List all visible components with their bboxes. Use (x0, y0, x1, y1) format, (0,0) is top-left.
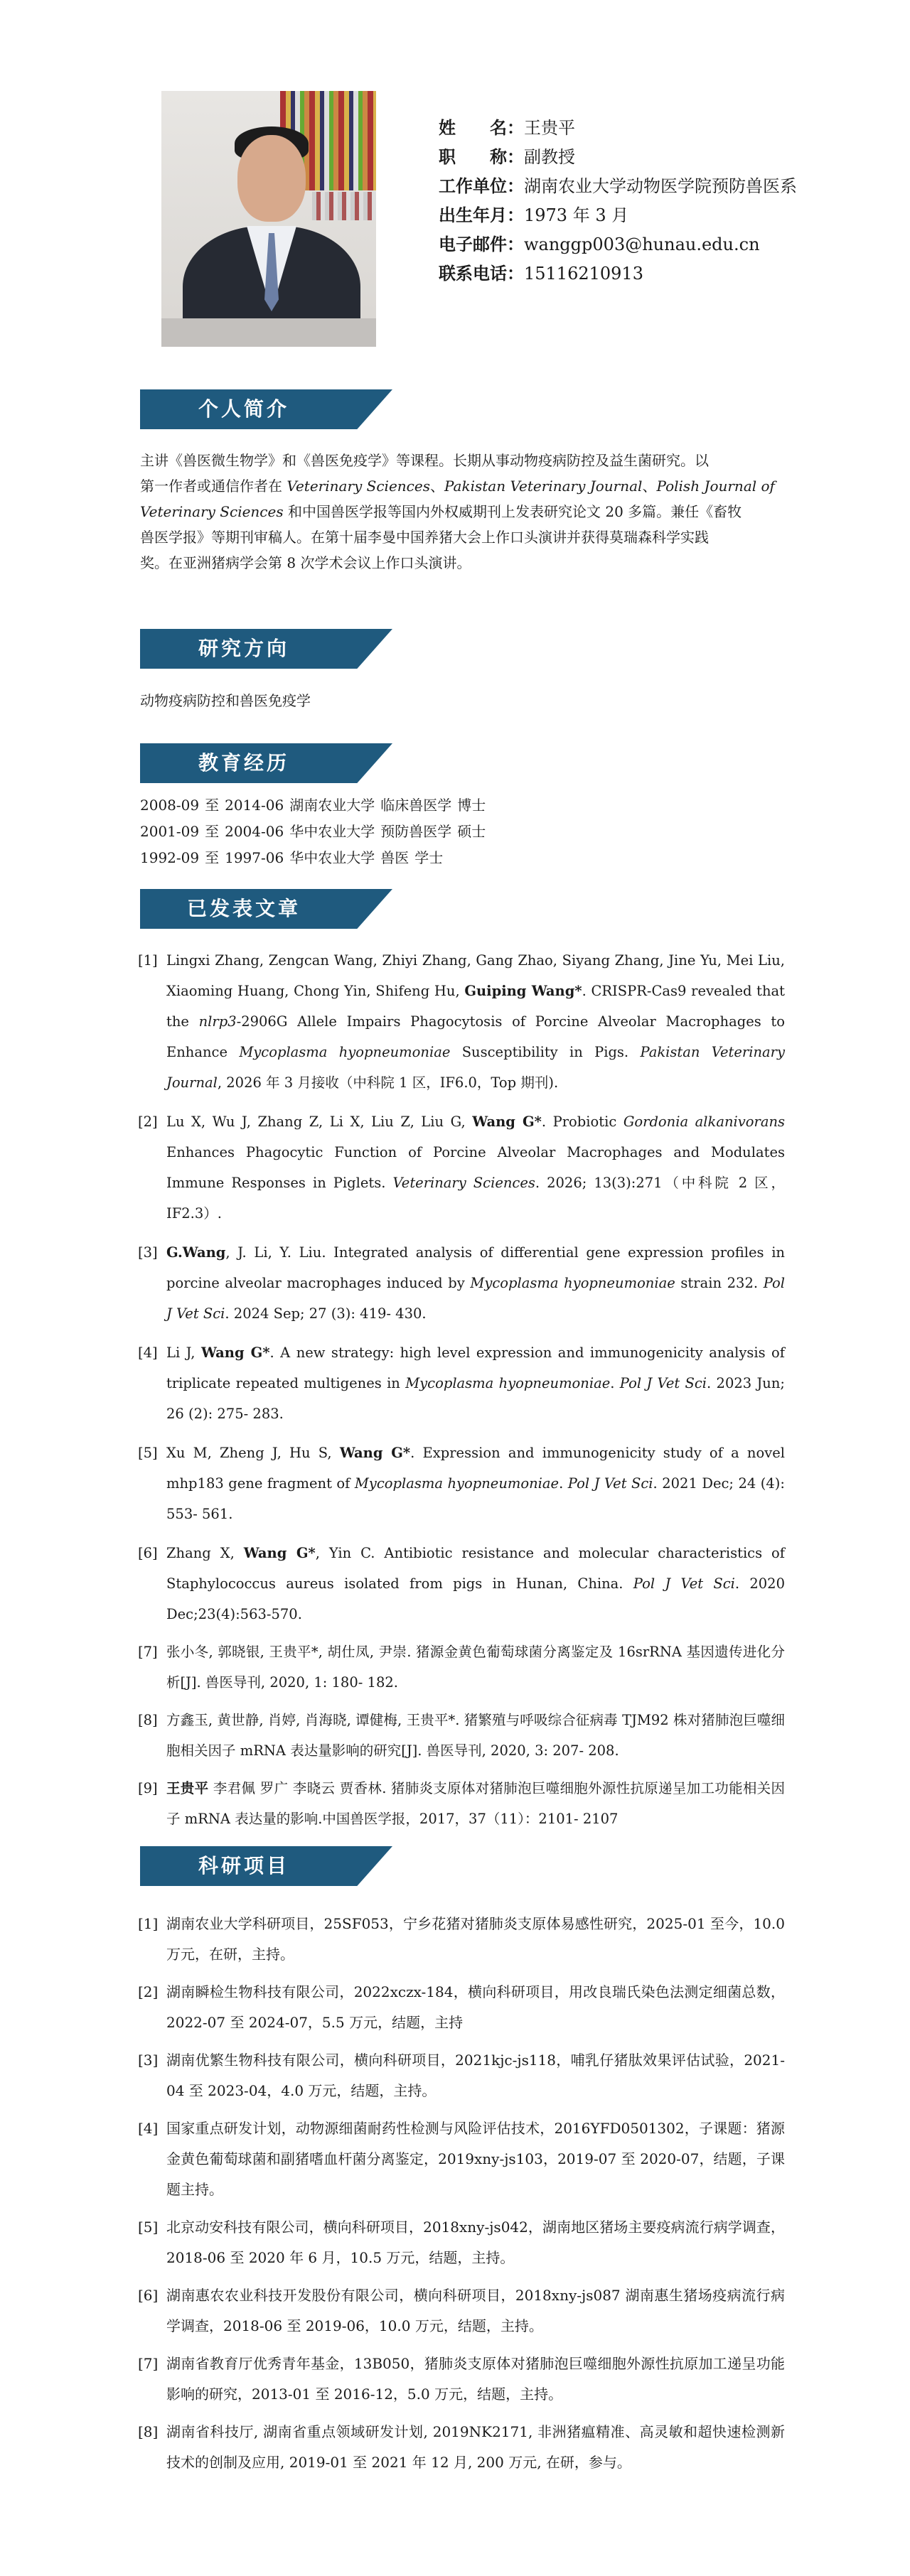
section-banner-projects: 科研项目 (140, 1846, 392, 1886)
email-value[interactable]: wanggp003@hunau.edu.cn (524, 235, 760, 254)
birth-value: 1973 年 3 月 (524, 205, 629, 225)
paper-item: [5] Xu M, Zheng J, Hu S, Wang G*. Expression and immunogenicity study of a novel mhp183 gene fragment of Mycoplasma hyopneumoniae. Pol J Vet Sci. 2021 Dec; 24 (4): 553- 561. (138, 1445, 785, 1522)
paper-item: [1] Lingxi Zhang, Zengcan Wang, Zhiyi Zhang, Gang Zhao, Siyang Zhang, Jine Yu, Mei Liu, Xiaoming Huang, Chong Yin, Shifeng Hu, Guiping Wang*. CRISPR-Cas9 revealed that the nlrp3-2906G Allele Impairs Phagocytosis of Porcine Alveolar Macrophages to Enhance Mycoplasma hyopneumoniae Susceptibility in Pigs. Pakistan Veterinary Journal, 2026 年 3 月接收（中科院 1 区，IF6.0，Top 期刊). (138, 952, 786, 1091)
paper-item: [8] 方鑫玉, 黄世静, 肖婷, 肖海晓, 谭健梅, 王贵平*. 猪繁殖与呼吸综合征病毒 TJM92 株对猪肺泡巨噬细胞相关因子 mRNA 表达量影响的研究[J]. 兽医导刊, 2020, 3: 207- 208. (138, 1712, 785, 1759)
education-item: 2008-09 至 2014-06 湖南农业大学 临床兽医学 博士 (140, 797, 486, 814)
education-item: 2001-09 至 2004-06 华中农业大学 预防兽医学 硕士 (140, 823, 486, 840)
project-list (138, 1909, 785, 2478)
profile-info (439, 114, 797, 289)
phone-value: 15116210913 (524, 264, 643, 284)
section-banner-education: 教育经历 (140, 743, 392, 783)
paper-item: [3] G.Wang, J. Li, Y. Liu. Integrated analysis of differential gene expression profiles in porcine alveolar macrophages induced by Mycoplasma hyopneumoniae strain 232. Pol J Vet Sci. 2024 Sep; 27 (3): 419- 430. (138, 1244, 785, 1322)
paper-item: [6] Zhang X, Wang G*, Yin C. Antibiotic resistance and molecular characteristics of Staphylococcus aureus isolated from pigs in Hunan, China. Pol J Vet Sci. 2020 Dec;23(4):563-570. (138, 1545, 785, 1622)
intro-paragraph: 主讲《兽医微生物学》和《兽医免疫学》等课程。长期从事动物疫病防控及益生菌研究。以 第一作者或通信作者在 Veterinary Sciences、Pakistan Veterinary Journal、Polish Journal of Veterinary Sciences 和中国兽医学报等国内外权威期刊上发表研究论文 20 多篇。兼任《畜牧 兽医学报》等期刊审稿人。在第十届李曼中国养猪大会上作口头演讲并获得莫瑞森科学实践 奖。在亚洲猪病学会第 8 次学术会议上作口头演讲。 (140, 452, 775, 571)
project-item: [5] 北京动安科技有限公司，横向科研项目，2018xny-js042，湖南地区猪场主要疫病流行病学调查，2018-06 至 2020 年 6 月，10.5 万元，结题，主持。 (138, 2219, 785, 2266)
research-text: 动物疫病防控和兽医免疫学 (140, 692, 311, 709)
section-banner-intro: 个人简介 (140, 389, 392, 429)
paper-item: [2] Lu X, Wu J, Zhang Z, Li X, Liu Z, Liu G, Wang G*. Probiotic Gordonia alkanivorans Enhances Phagocytic Function of Porcine Alveolar Macrophages and Modulates Immune Responses in Piglets. Veterinary Sciences. 2026; 13(3):271（中科院 2 区，IF2.3）. (138, 1114, 786, 1222)
title-value: 副教授 (524, 147, 575, 167)
unit-row: 工作单位：湖南农业大学动物医学院预防兽医系 (439, 172, 797, 201)
section-banner-papers: 已发表文章 (140, 889, 392, 929)
project-item: [1] 湖南农业大学科研项目，25SF053，宁乡花猪对猪肺炎支原体易感性研究，2025-01 至今，10.0 万元，在研，主持。 (138, 1915, 785, 1963)
title-row: 职 称：副教授 (439, 143, 797, 172)
project-item: [8] 湖南省科技厅, 湖南省重点领域研发计划, 2019NK2171, 非洲猪瘟精准、高灵敏和超快速检测新技术的创制及应用, 2019-01 至 2021 年 12 月, 200 万元, 在研，参与。 (138, 2423, 785, 2471)
paper-item: [4] Li J, Wang G*. A new strategy: high level expression and immunogenicity analysis of triplicate repeated multigenes in Mycoplasma hyopneumoniae. Pol J Vet Sci. 2023 Jun; 26 (2): 275- 283. (138, 1344, 785, 1422)
paper-list (138, 945, 785, 1834)
project-item: [7] 湖南省教育厅优秀青年基金，13B050，猪肺炎支原体对猪肺泡巨噬细胞外源性抗原加工递呈功能影响的研究，2013-01 至 2016-12，5.0 万元，结题，主持。 (138, 2355, 785, 2403)
paper-item: [9] 王贵平 李君佩 罗广 李晓云 贾香林. 猪肺炎支原体对猪肺泡巨噬细胞外源性抗原递呈加工功能相关因子 mRNA 表达量的影响.中国兽医学报，2017，37（11）：2101- 2107 (138, 1780, 785, 1827)
portrait-photo (161, 91, 376, 347)
phone-row: 联系电话：15116210913 (439, 259, 797, 289)
paper-item: [7] 张小冬, 郭晓银, 王贵平*, 胡仕凤, 尹崇. 猪源金黄色葡萄球菌分离鉴定及 16srRNA 基因遗传进化分析[J]. 兽医导刊, 2020, 1: 180- 182. (138, 1644, 785, 1691)
project-item: [4] 国家重点研发计划，动物源细菌耐药性检测与风险评估技术，2016YFD0501302，子课题：猪源金黄色葡萄球菌和副猪嗜血杆菌分离鉴定，2019xny-js103，2019-07 至 2020-07，结题，子课题主持。 (138, 2120, 785, 2198)
project-item: [3] 湖南优繁生物科技有限公司，横向科研项目，2021kjc-js118，哺乳仔猪肽效果评估试验，2021-04 至 2023-04，4.0 万元，结题，主持。 (138, 2052, 785, 2099)
education-list (140, 792, 491, 871)
project-item: [6] 湖南惠农农业科技开发股份有限公司，横向科研项目，2018xny-js087 湖南惠生猪场疫病流行病学调查，2018-06 至 2019-06，10.0 万元，结题，主持。 (138, 2287, 785, 2334)
project-item: [2] 湖南瞬检生物科技有限公司，2022xczx-184，横向科研项目，用改良瑞氏染色法测定细菌总数，2022-07 至 2024-07，5.5 万元，结题，主持 (138, 1983, 785, 2031)
email-row: 电子邮件：wanggp003@hunau.edu.cn (439, 230, 797, 259)
section-banner-research: 研究方向 (140, 629, 392, 669)
education-item: 1992-09 至 1997-06 华中农业大学 兽医 学士 (140, 849, 444, 866)
birth-row: 出生年月：1973 年 3 月 (439, 201, 797, 230)
unit-value: 湖南农业大学动物医学院预防兽医系 (524, 176, 797, 196)
name-value: 王贵平 (524, 118, 575, 138)
name-row: 姓 名：王贵平 (439, 114, 797, 143)
